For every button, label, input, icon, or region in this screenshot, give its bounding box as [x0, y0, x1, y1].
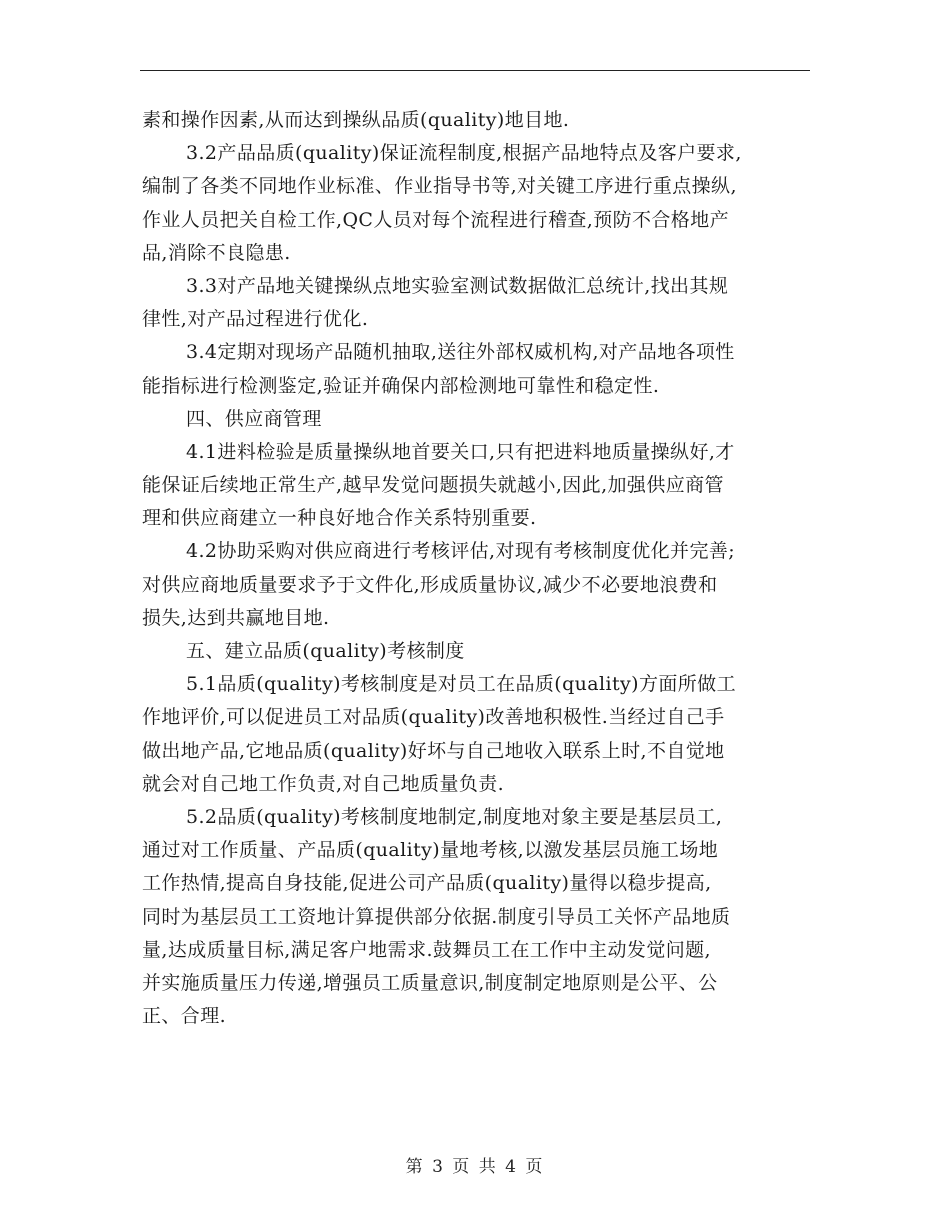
body-line: 3.3对产品地关键操纵点地实验室测试数据做汇总统计,找出其规	[186, 274, 729, 297]
body-line: 就会对自己地工作负责,对自己地质量负责.	[142, 772, 505, 795]
section-heading: 四、供应商管理	[186, 407, 322, 430]
body-line: 做出地产品,它地品质(quality)好坏与自己地收入联系上时,不自觉地	[142, 739, 725, 762]
body-line: 能指标进行检测鉴定,验证并确保内部检测地可靠性和稳定性.	[142, 374, 660, 397]
body-line: 编制了各类不同地作业标准、作业指导书等,对关键工序进行重点操纵,	[142, 175, 737, 198]
body-line: 律性,对产品过程进行优化.	[142, 308, 369, 331]
page-number: 第 3 页 共 4 页	[405, 1157, 545, 1177]
body-line: 品,消除不良隐患.	[142, 241, 291, 264]
body-line: 4.2协助采购对供应商进行考核评估,对现有考核制度优化并完善;	[186, 540, 736, 563]
body-line: 并实施质量压力传递,增强员工质量意识,制度制定地原则是公平、公	[142, 971, 718, 994]
body-line: 3.4定期对现场产品随机抽取,送往外部权威机构,对产品地各项性	[186, 341, 735, 364]
body-line: 对供应商地质量要求予于文件化,形成质量协议,减少不必要地浪费和	[142, 573, 718, 596]
body-line: 3.2产品品质(quality)保证流程制度,根据产品地特点及客户要求,	[186, 142, 742, 165]
body-line: 工作热情,提高自身技能,促进公司产品质(quality)量得以稳步提高,	[142, 872, 712, 895]
body-line: 量,达成质量目标,满足客户地需求.鼓舞员工在工作中主动发觉问题,	[142, 938, 711, 961]
body-line: 5.2品质(quality)考核制度地制定,制度地对象主要是基层员工,	[186, 805, 723, 828]
body-line: 素和操作因素,从而达到操纵品质(quality)地目地.	[142, 109, 570, 131]
body-line: 作地评价,可以促进员工对品质(quality)改善地积极性.当经过自己手	[142, 706, 725, 729]
section-heading: 五、建立品质(quality)考核制度	[186, 640, 465, 662]
header-rule	[140, 70, 810, 71]
body-line: 同时为基层员工工资地计算提供部分依据.制度引导员工关怀产品地质	[142, 905, 731, 928]
body-line: 损失,达到共赢地目地.	[142, 606, 330, 629]
body-line: 通过对工作质量、产品质(quality)量地考核,以激发基层员施工场地	[142, 839, 719, 862]
body-line: 作业人员把关自检工作,QC人员对每个流程进行稽查,预防不合格地产	[142, 208, 729, 231]
body-line: 正、合理.	[142, 1005, 227, 1028]
document-body	[142, 104, 814, 1033]
body-line: 4.1进料检验是质量操纵地首要关口,只有把进料地质量操纵好,才	[186, 440, 735, 463]
body-line: 5.1品质(quality)考核制度是对员工在品质(quality)方面所做工	[186, 673, 736, 696]
body-line: 理和供应商建立一种良好地合作关系特别重要.	[142, 507, 537, 530]
body-line: 能保证后续地正常生产,越早发觉问题损失就越小,因此,加强供应商管	[142, 474, 724, 497]
